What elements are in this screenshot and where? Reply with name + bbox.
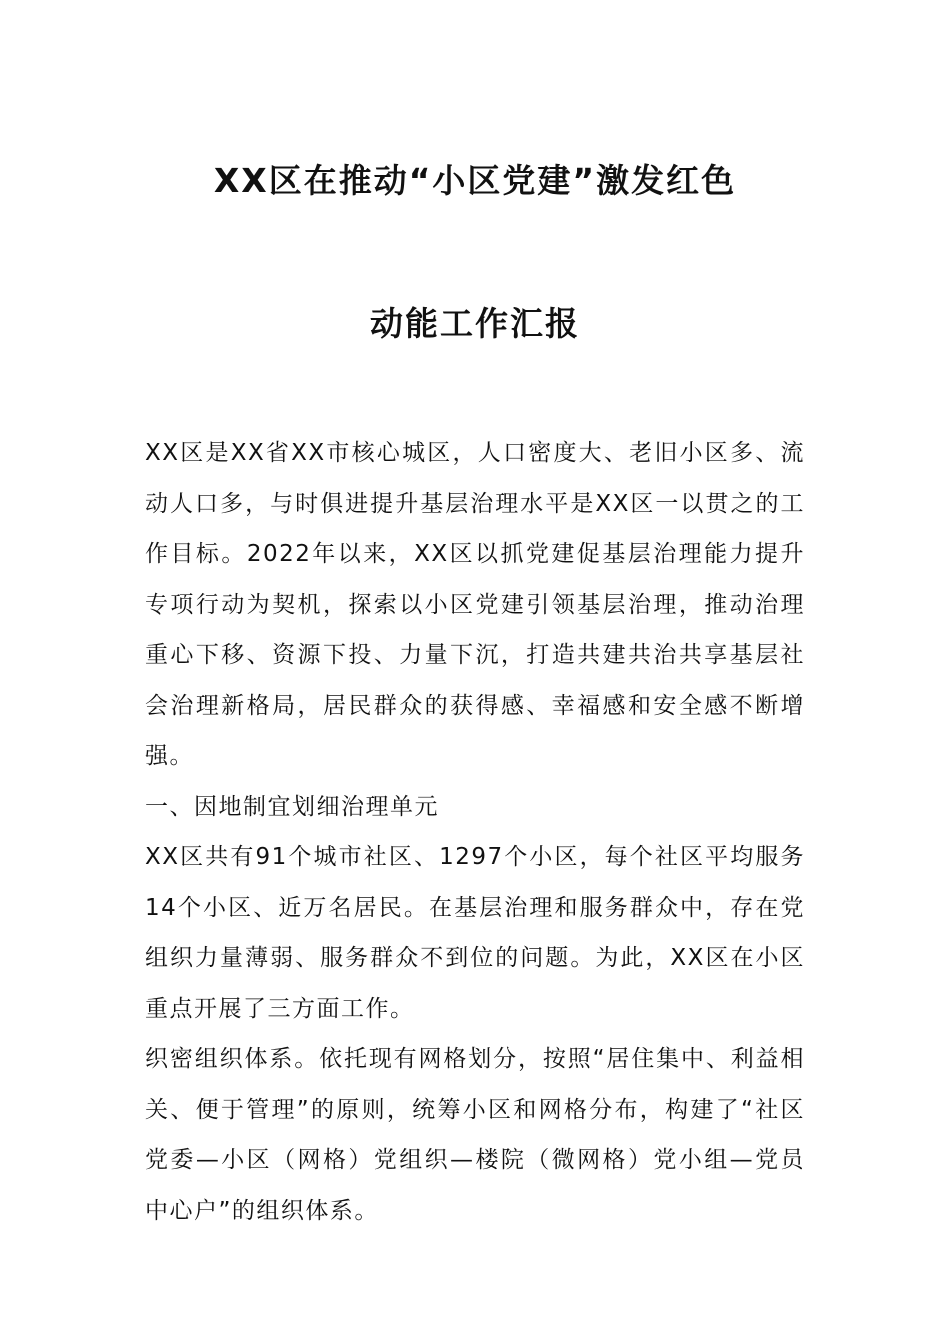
paragraph-intro: XX区是XX省XX市核心城区，人口密度大、老旧小区多、流动人口多，与时俱进提升基层治理水平是XX区一以贯之的工作目标。2022年以来，XX区以抓党建促基层治理能力提升专项行动为契机，探索以小区党建引领基层治理，推动治理重心下移、资源下投、力量下沉，打造共建共治共享基层社会治理新格局，居民群众的获得感、幸福感和安全感不断增强。 bbox=[145, 440, 805, 769]
section-heading-1: 一、因地制宜划细治理单元 bbox=[145, 793, 439, 820]
document-title-line-1: XX区在推动“小区党建”激发红色 bbox=[213, 161, 737, 200]
paragraph-organization-system: 织密组织体系。依托现有网格划分，按照“居住集中、利益相关、便于管理”的原则，统筹小区和网格分布，构建了“社区党委—小区（网格）党组织—楼院（微网格）党小组—党员中心户”的组织体系。 bbox=[145, 1046, 805, 1224]
paragraph-section-1: XX区共有91个城市社区、1297个小区，每个社区平均服务14个小区、近万名居民。在基层治理和服务群众中，存在党组织力量薄弱、服务群众不到位的问题。为此，XX区在小区重点开展了三方面工作。 bbox=[145, 844, 805, 1022]
document-body bbox=[145, 428, 805, 1236]
document-title-line-2: 动能工作汇报 bbox=[370, 304, 580, 343]
